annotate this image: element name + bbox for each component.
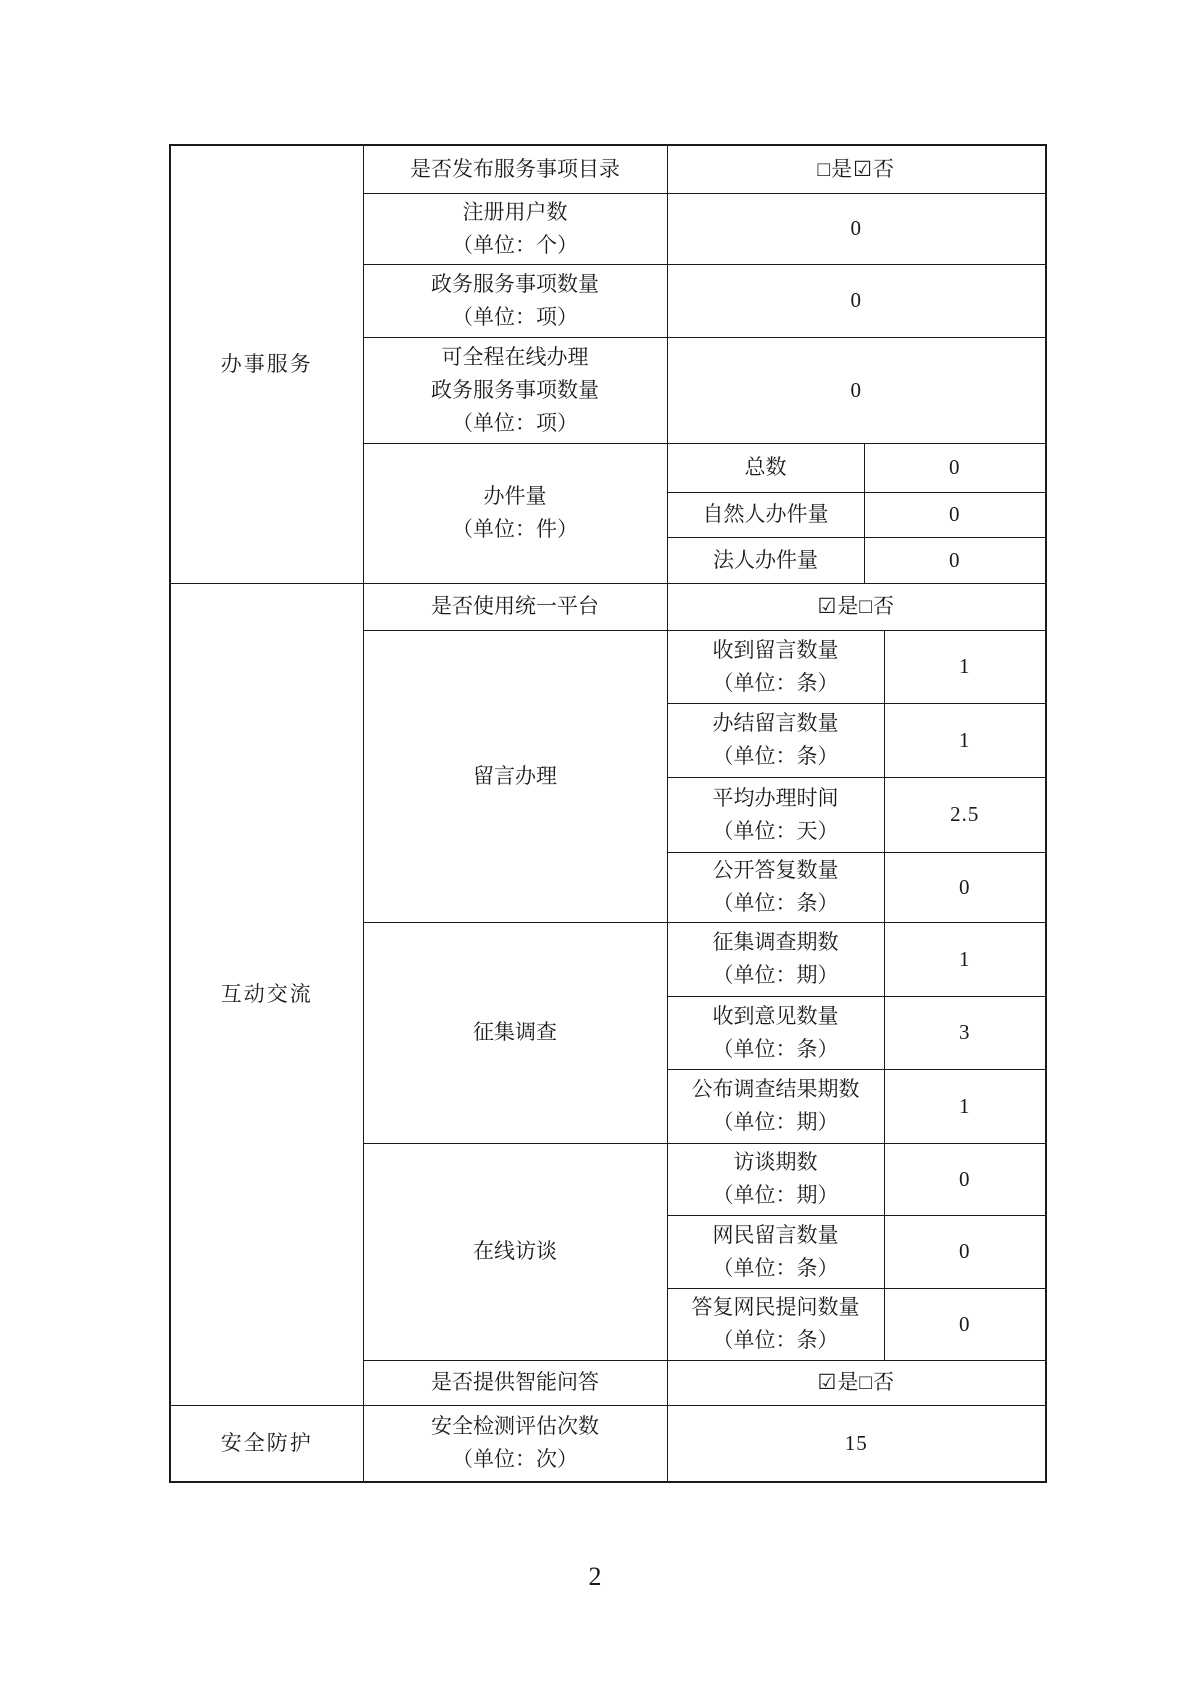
label-line: 公布调查结果期数	[691, 1077, 860, 1101]
subrow-value-total: 0	[864, 443, 1046, 492]
label-line: 安全检测评估次数	[431, 1414, 599, 1439]
subrow-value-survey-results-published: 1	[884, 1069, 1046, 1143]
label-unit-line: （单位：条）	[712, 891, 839, 915]
label-line: 网民留言数量	[712, 1222, 839, 1247]
subrow-value-legal-person: 0	[864, 537, 1046, 583]
subrow-value-natural-person: 0	[864, 492, 1046, 537]
checkbox-value-unified-platform: ☑是□否	[667, 583, 1046, 630]
row-label-security-assessments	[363, 1405, 667, 1482]
label-unit-line: （单位：条）	[712, 1036, 839, 1061]
row-label-service-catalog: 是否发布服务事项目录	[363, 145, 667, 193]
subrow-value-public-replies: 0	[884, 852, 1046, 922]
subrow-label-public-replies	[667, 852, 884, 922]
checkbox-value-service-catalog: □是☑否	[667, 145, 1046, 193]
label-line: 可全程在线办理	[441, 344, 589, 369]
label-unit-line: （单位：件）	[452, 517, 578, 541]
subrow-label-total: 总数	[667, 443, 864, 492]
value-registered-users: 0	[667, 193, 1046, 264]
subrow-label-netizen-messages	[667, 1215, 884, 1288]
subrow-label-survey-results-published	[667, 1069, 884, 1143]
label-line: 办件量	[483, 484, 547, 508]
label-unit-line: （单位：项）	[452, 410, 578, 435]
group-label-message-handling: 留言办理	[363, 630, 667, 922]
label-line: 收到意见数量	[712, 1003, 839, 1028]
group-label-online-interview: 在线访谈	[363, 1143, 667, 1360]
label-line: 访谈期数	[733, 1150, 818, 1174]
section-title-security: 安全防护	[170, 1405, 363, 1482]
subrow-value-messages-received: 1	[884, 630, 1046, 703]
label-line: 政务服务事项数量	[431, 271, 599, 296]
subrow-value-messages-resolved: 1	[884, 703, 1046, 777]
label-line: 征集调查期数	[712, 930, 839, 954]
group-label-survey-collection: 征集调查	[363, 922, 667, 1143]
row-label-smart-qa: 是否提供智能问答	[363, 1360, 667, 1405]
label-unit-line: （单位：条）	[712, 670, 839, 695]
label-unit-line: （单位：期）	[712, 1183, 839, 1207]
row-label-service-items	[363, 264, 667, 337]
subrow-label-messages-resolved	[667, 703, 884, 777]
value-online-service-items: 0	[667, 337, 1046, 443]
label-line: 办结留言数量	[712, 711, 839, 735]
checkbox-value-smart-qa: ☑是□否	[667, 1360, 1046, 1405]
subrow-label-average-handling-time	[667, 777, 884, 852]
label-unit-line: （单位：天）	[712, 818, 839, 843]
row-label-unified-platform: 是否使用统一平台	[363, 583, 667, 630]
label-unit-line: （单位：条）	[712, 1328, 839, 1352]
label-unit-line: （单位：期）	[712, 963, 839, 987]
subrow-label-survey-issues	[667, 922, 884, 996]
label-unit-line: （单位：条）	[712, 744, 839, 768]
label-line: 平均办理时间	[712, 785, 839, 810]
subrow-value-average-handling-time: 2.5	[884, 777, 1046, 852]
group-label-case-volume	[363, 443, 667, 583]
page-number: 2	[588, 1562, 602, 1591]
value-security-assessments: 15	[667, 1405, 1046, 1482]
subrow-label-legal-person: 法人办件量	[667, 537, 864, 583]
annual-report-table	[169, 144, 1047, 1483]
subrow-value-opinions-received: 3	[884, 996, 1046, 1069]
subrow-value-interview-issues: 0	[884, 1143, 1046, 1215]
subrow-value-questions-answered: 0	[884, 1288, 1046, 1360]
label-unit-line: （单位：期）	[712, 1110, 839, 1134]
subrow-label-messages-received	[667, 630, 884, 703]
label-unit-line: （单位：次）	[452, 1447, 578, 1472]
row-label-online-service-items	[363, 337, 667, 443]
label-line: 公开答复数量	[712, 858, 839, 882]
value-service-items: 0	[667, 264, 1046, 337]
subrow-label-natural-person: 自然人办件量	[667, 492, 864, 537]
label-line: 答复网民提问数量	[691, 1295, 860, 1319]
label-unit-line: （单位：项）	[452, 304, 578, 329]
subrow-value-survey-issues: 1	[884, 922, 1046, 996]
subrow-label-questions-answered	[667, 1288, 884, 1360]
subrow-label-opinions-received	[667, 996, 884, 1069]
section-title-service: 办事服务	[170, 145, 363, 583]
label-unit-line: （单位：条）	[712, 1255, 839, 1280]
label-unit-line: （单位：个）	[452, 232, 578, 257]
section-title-interaction: 互动交流	[170, 583, 363, 1405]
label-line: 政务服务事项数量	[431, 377, 599, 402]
label-line: 注册用户数	[462, 199, 568, 224]
subrow-label-interview-issues	[667, 1143, 884, 1215]
label-line: 收到留言数量	[712, 637, 839, 662]
row-label-registered-users	[363, 193, 667, 264]
subrow-value-netizen-messages: 0	[884, 1215, 1046, 1288]
